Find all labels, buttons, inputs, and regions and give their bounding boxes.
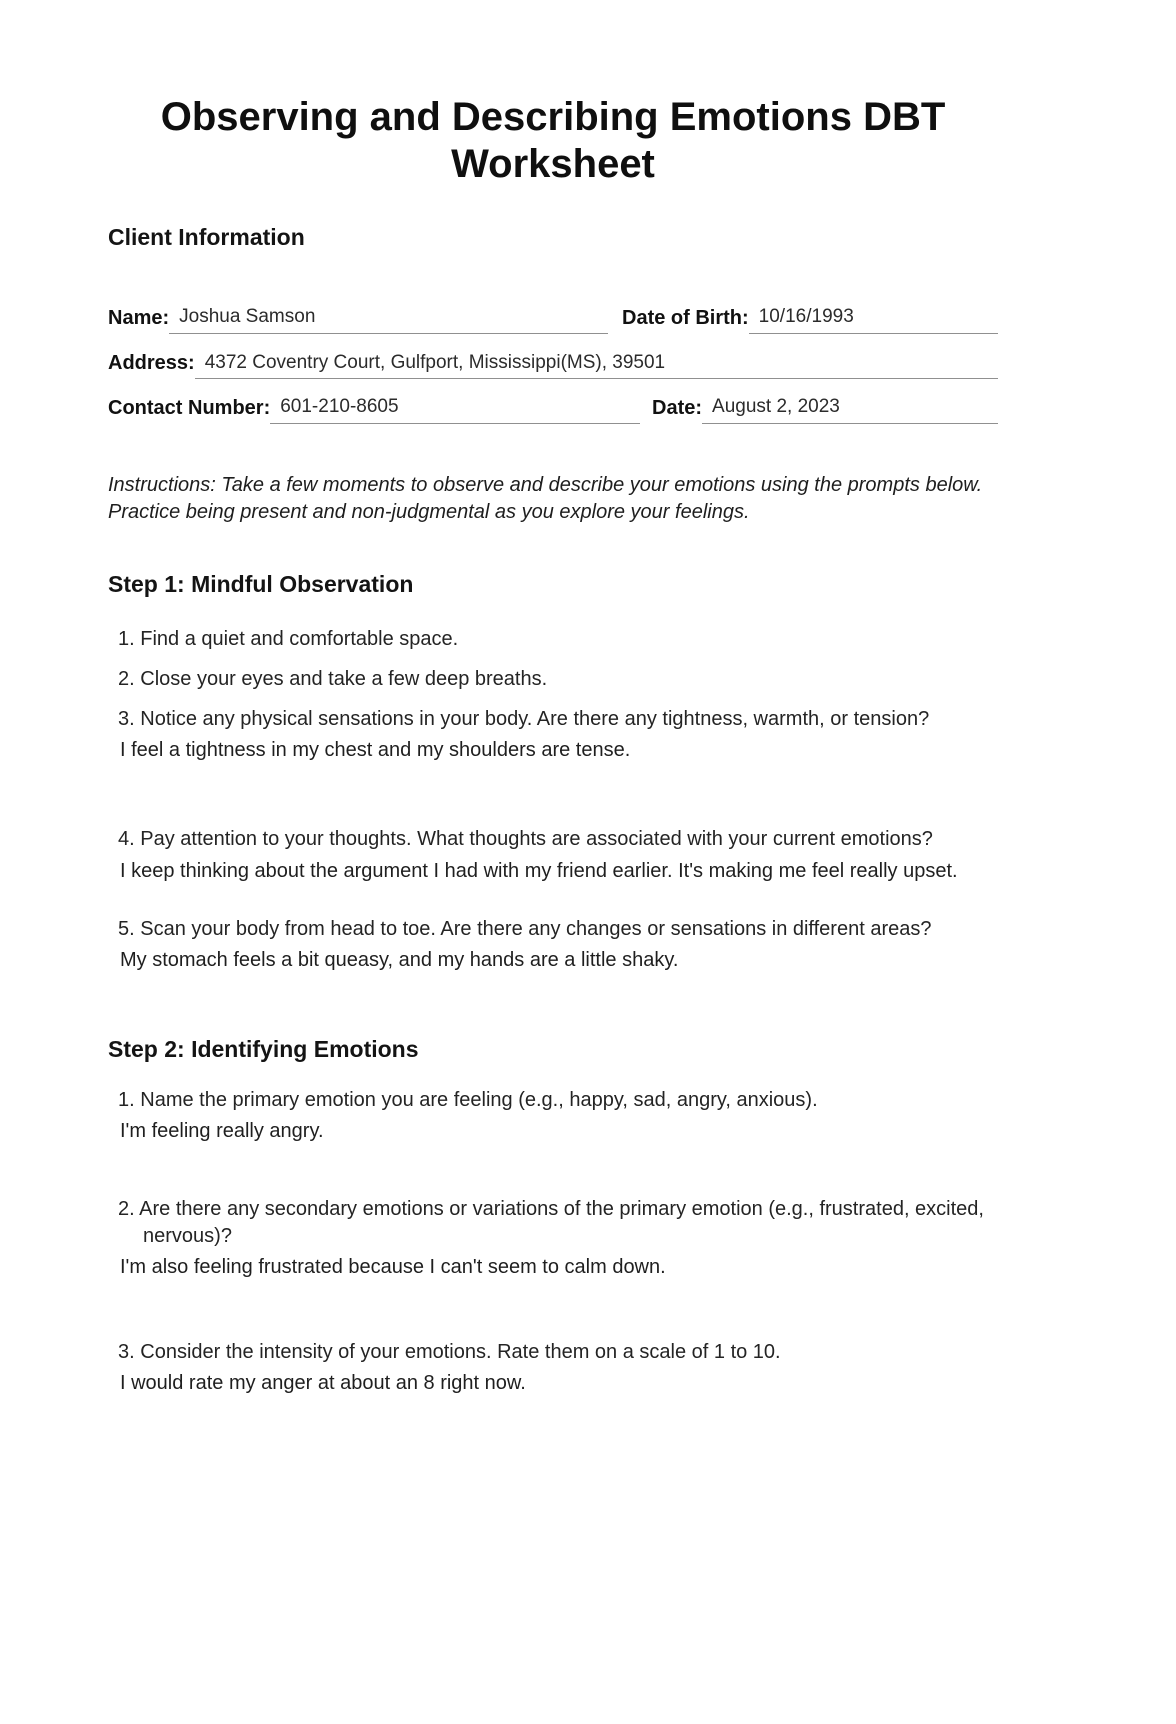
- step1-item-2: [108, 666, 998, 693]
- answer-text: I'm feeling really angry.: [120, 1119, 324, 1142]
- question-body: Notice any physical sensations in your body. Are there any tightness, warmth, or tension?: [140, 708, 930, 731]
- answer-text: I keep thinking about the argument I had with my friend earlier. It's making me feel really upset.: [120, 859, 958, 882]
- section-step1: [108, 571, 998, 974]
- worksheet-title: Observing and Describing Emotions DBT Worksheet: [160, 95, 946, 187]
- question-body: Scan your body from head to toe. Are there any changes or sensations in different areas?: [140, 917, 932, 940]
- item-number: 4.: [118, 828, 135, 851]
- question-text: [108, 666, 998, 693]
- step1-question-list: [108, 626, 998, 975]
- question-body: Are there any secondary emotions or variations of the primary emotion (e.g., frustrated, excited, nervous)?: [139, 1198, 984, 1248]
- name-label: Name:: [108, 306, 170, 329]
- address-value-field[interactable]: 4372 Coventry Court, Gulfport, Mississippi(MS), 39501: [195, 351, 998, 380]
- field-contact-number: [108, 395, 640, 424]
- date-of-birth-value-field[interactable]: 10/16/1993: [749, 305, 998, 334]
- client-info-row-address: [108, 351, 998, 380]
- section-client-info: [108, 224, 998, 424]
- item-number: 1.: [118, 1088, 135, 1111]
- contact-number-label: Contact Number:: [108, 397, 271, 420]
- question-body: Name the primary emotion you are feeling (e.g., happy, sad, angry, anxious).: [140, 1088, 818, 1111]
- field-date: [652, 395, 998, 424]
- date-of-birth-label: Date of Birth:: [622, 306, 749, 329]
- step2-item-1: [108, 1087, 998, 1145]
- item-number: 5.: [118, 917, 135, 940]
- answer-text: My stomach feels a bit queasy, and my hands are a little shaky.: [120, 949, 679, 971]
- name-value-field[interactable]: Joshua Samson: [169, 305, 608, 334]
- step2-item-3: [108, 1339, 998, 1397]
- step1-heading: Step 1: Mindful Observation: [108, 571, 414, 598]
- question-text: [108, 826, 998, 853]
- field-date-of-birth: [622, 305, 998, 334]
- question-body: Consider the intensity of your emotions. Rate them on a scale of 1 to 10.: [140, 1340, 781, 1363]
- item-number: 1.: [118, 627, 135, 650]
- question-text: [108, 626, 998, 653]
- question-body: Close your eyes and take a few deep breaths.: [140, 667, 548, 690]
- instructions-text: Instructions: Take a few moments to observe and describe your emotions using the prompts below. Practice being present and non-judgmental as you explore your feelings.: [108, 474, 983, 523]
- worksheet-page: [108, 94, 998, 1397]
- question-text: [108, 1339, 998, 1366]
- item-number: 3.: [118, 1340, 135, 1363]
- step1-item-5: [108, 916, 998, 974]
- step1-item-1: [108, 626, 998, 653]
- step2-heading: Step 2: Identifying Emotions: [108, 1036, 419, 1063]
- step1-item-4: [108, 826, 998, 884]
- step1-item-3: [108, 706, 998, 764]
- section-step2: [108, 1036, 998, 1397]
- field-name: [108, 305, 608, 334]
- answer-text: I feel a tightness in my chest and my shoulders are tense.: [120, 739, 631, 762]
- question-text: [108, 706, 998, 733]
- answer-text: I'm also feeling frustrated because I can't seem to calm down.: [120, 1256, 666, 1279]
- item-number: 3.: [118, 708, 135, 731]
- question-text: [108, 916, 998, 943]
- question-body: Pay attention to your thoughts. What thoughts are associated with your current emotions?: [140, 828, 933, 851]
- answer-text: I would rate my anger at about an 8 right now.: [120, 1371, 526, 1394]
- client-info-row-contact-date: [108, 395, 998, 424]
- question-text: [108, 1087, 998, 1114]
- question-body: Find a quiet and comfortable space.: [140, 627, 459, 650]
- field-address: [108, 351, 998, 380]
- question-text: [108, 1196, 998, 1250]
- client-info-row-name-dob: [108, 305, 998, 334]
- item-number: 2.: [118, 667, 135, 690]
- date-label: Date:: [652, 397, 703, 420]
- address-label: Address:: [108, 352, 195, 375]
- item-number: 2.: [118, 1198, 135, 1220]
- contact-number-value-field[interactable]: 601-210-8605: [270, 395, 640, 424]
- date-value-field[interactable]: August 2, 2023: [702, 395, 998, 424]
- step2-question-list: [108, 1087, 998, 1397]
- client-info-heading: Client Information: [108, 224, 305, 251]
- step2-item-2: [108, 1196, 998, 1282]
